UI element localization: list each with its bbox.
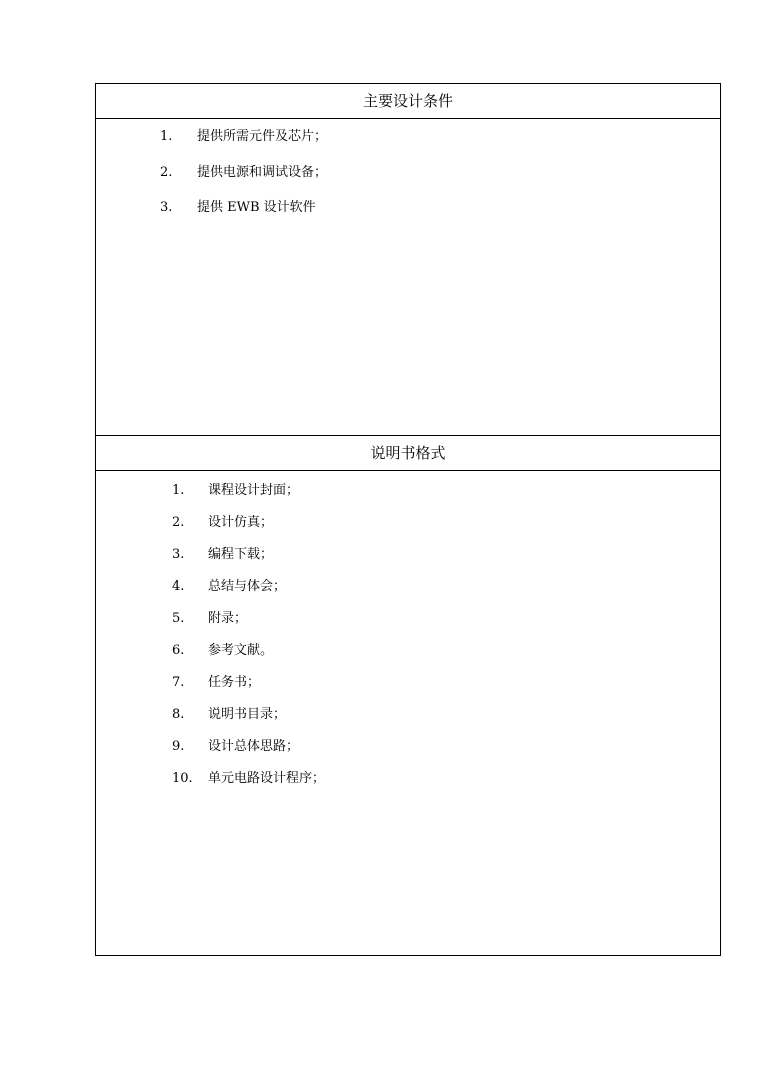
design-spec-table — [95, 83, 721, 956]
item-number: 6. — [172, 643, 185, 658]
item-number: 3. — [172, 547, 185, 562]
item-text: 设计仿真； — [208, 515, 274, 530]
item-text: 提供电源和调试设备； — [197, 165, 328, 180]
item-number: 5. — [172, 611, 185, 626]
item-number: 1. — [172, 483, 185, 498]
item-text: 提供 EWB 设计软件 — [197, 200, 316, 215]
conditions-header-divider — [96, 118, 720, 119]
item-text: 课程设计封面； — [208, 483, 300, 498]
item-number: 1. — [160, 129, 173, 144]
format-title: 说明书格式 — [370, 444, 446, 462]
item-number: 9. — [172, 739, 185, 754]
item-number: 3. — [160, 200, 173, 215]
item-text: 设计总体思路； — [208, 739, 300, 754]
conditions-title: 主要设计条件 — [362, 92, 453, 110]
item-number: 10. — [172, 771, 193, 786]
item-text: 参考文献。 — [208, 643, 274, 658]
item-number: 4. — [172, 579, 185, 594]
item-text: 说明书目录； — [208, 707, 287, 722]
item-text: 任务书； — [208, 675, 261, 690]
item-text: 编程下载； — [208, 547, 274, 562]
item-number: 8. — [172, 707, 185, 722]
item-text: 单元电路设计程序； — [208, 771, 326, 786]
item-text: 提供所需元件及芯片； — [197, 129, 328, 144]
item-text: 总结与体会； — [208, 579, 287, 594]
item-text: 附录； — [208, 611, 248, 626]
item-number: 2. — [160, 165, 173, 180]
format-header-divider — [96, 470, 720, 471]
item-number: 2. — [172, 515, 185, 530]
item-number: 7. — [172, 675, 185, 690]
